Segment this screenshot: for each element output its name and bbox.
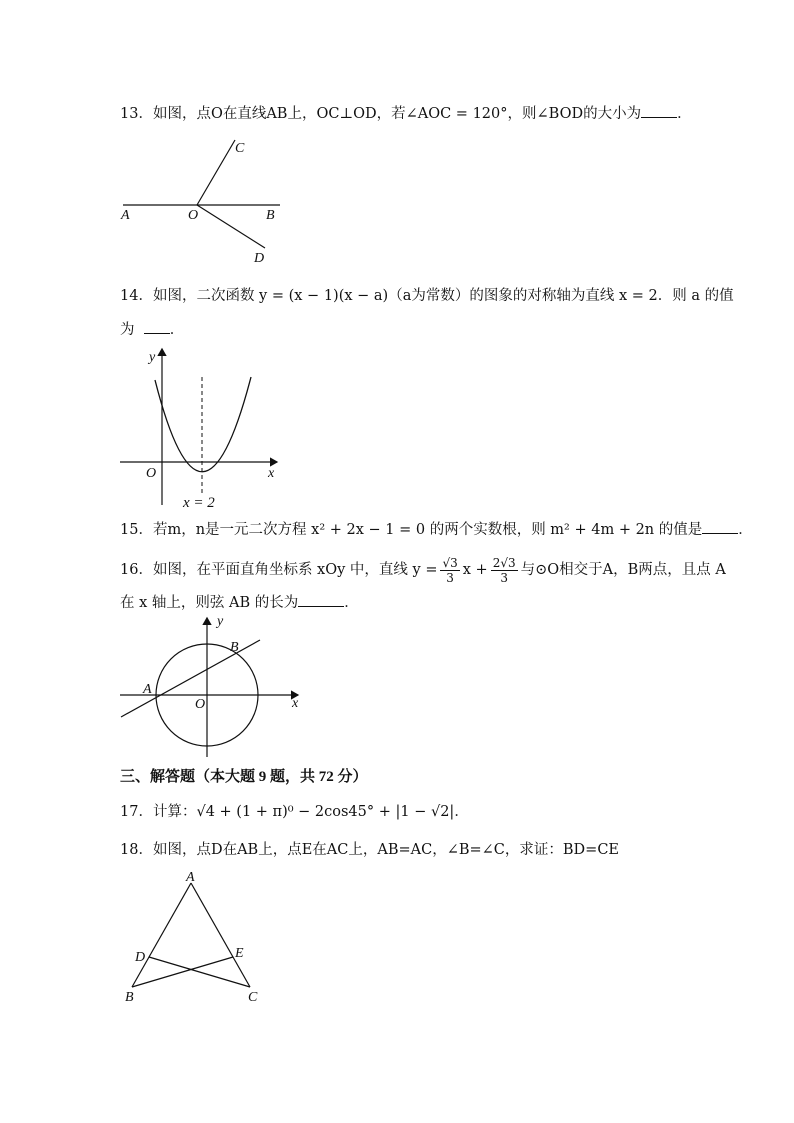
q13-label-b: B — [266, 208, 275, 223]
line-ab — [121, 640, 260, 717]
q16-mid: x + — [462, 562, 488, 578]
q16-fraction-1 — [440, 556, 459, 585]
q18-label-b: B — [125, 990, 134, 1005]
q16-end: ． — [344, 595, 359, 611]
q15-answer-blank — [702, 521, 738, 534]
ray-od — [197, 205, 265, 248]
section-3-heading: 三、解答题（本大题 9 题，共 72 分） — [120, 769, 368, 785]
q18-label-c: C — [248, 990, 258, 1005]
q13-label-d: D — [254, 251, 265, 266]
q16-label-b: B — [230, 640, 239, 655]
q16-line1 — [120, 553, 726, 587]
q13-text — [120, 104, 692, 124]
q16-line2 — [120, 593, 359, 613]
q13-figure — [115, 135, 285, 265]
q16-label-o: O — [195, 697, 206, 712]
q18-label-d: D — [135, 950, 146, 965]
side-ab — [132, 883, 191, 987]
q16-answer-blank — [298, 594, 344, 607]
q16-label-a: A — [143, 682, 152, 697]
q13-label-a: A — [121, 208, 130, 223]
q16-stem-b: 与⊙O相交于A，B两点，且点 A — [520, 562, 726, 578]
q15-stem: 15．若m，n是一元二次方程 x² + 2x − 1 = 0 的两个实数根，则 m² + 4m + 2n 的值是 — [120, 522, 703, 538]
q16-stem-a: 16．如图，在平面直角坐标系 xOy 中，直线 y = — [120, 562, 438, 578]
q17-text: 17．计算：√4 + (1 + π)⁰ − 2cos45° + |1 − √2|． — [120, 804, 469, 820]
ray-oc — [197, 140, 235, 205]
q13-label-o: O — [188, 208, 199, 223]
parabola — [155, 377, 251, 472]
q14-answer-blank — [144, 321, 170, 334]
q14-label-y: y — [149, 350, 156, 365]
q18-label-e: E — [235, 946, 244, 961]
q13-end: ． — [677, 106, 692, 122]
q18-figure — [115, 868, 275, 1006]
q14-line2 — [120, 320, 184, 340]
q16-frac2-den: 3 — [500, 570, 508, 585]
q14-figure — [115, 345, 285, 510]
q14-label-o: O — [146, 466, 157, 481]
q14-axis-label: x = 2 — [183, 495, 215, 511]
q13-label-c: C — [235, 141, 245, 156]
side-ac — [191, 883, 250, 987]
q14-label-x: x — [268, 466, 275, 481]
q16-stem-c: 在 x 轴上，则弦 AB 的长为 — [120, 595, 299, 611]
q14-end: ． — [169, 322, 185, 338]
q16-frac2-num: 2√3 — [492, 555, 516, 570]
q15-end: ． — [738, 522, 753, 538]
q16-figure — [115, 615, 305, 760]
q14-line1: 14．如图，二次函数 y = (x − 1)(x − a)（a为常数）的图象的对称轴为直线 x = 2．则 a 的值 — [120, 288, 734, 304]
q16-label-x: x — [292, 696, 299, 711]
q16-frac1-num: √3 — [442, 555, 458, 570]
q16-frac1-den: 3 — [446, 570, 454, 585]
q15-text — [120, 520, 753, 540]
q18-text: 18．如图，点D在AB上，点E在AC上，AB=AC，∠B=∠C，求证：BD=CE — [120, 842, 620, 858]
q16-fraction-2 — [491, 556, 518, 585]
q13-answer-blank — [641, 105, 677, 118]
q13-stem: 13．如图，点O在直线AB上，OC⊥OD，若∠AOC = 120°，则∠BOD的大小为 — [120, 106, 642, 122]
q18-label-a: A — [186, 870, 195, 885]
q14-line2-start: 为 — [120, 322, 135, 338]
q16-label-y: y — [217, 614, 224, 629]
